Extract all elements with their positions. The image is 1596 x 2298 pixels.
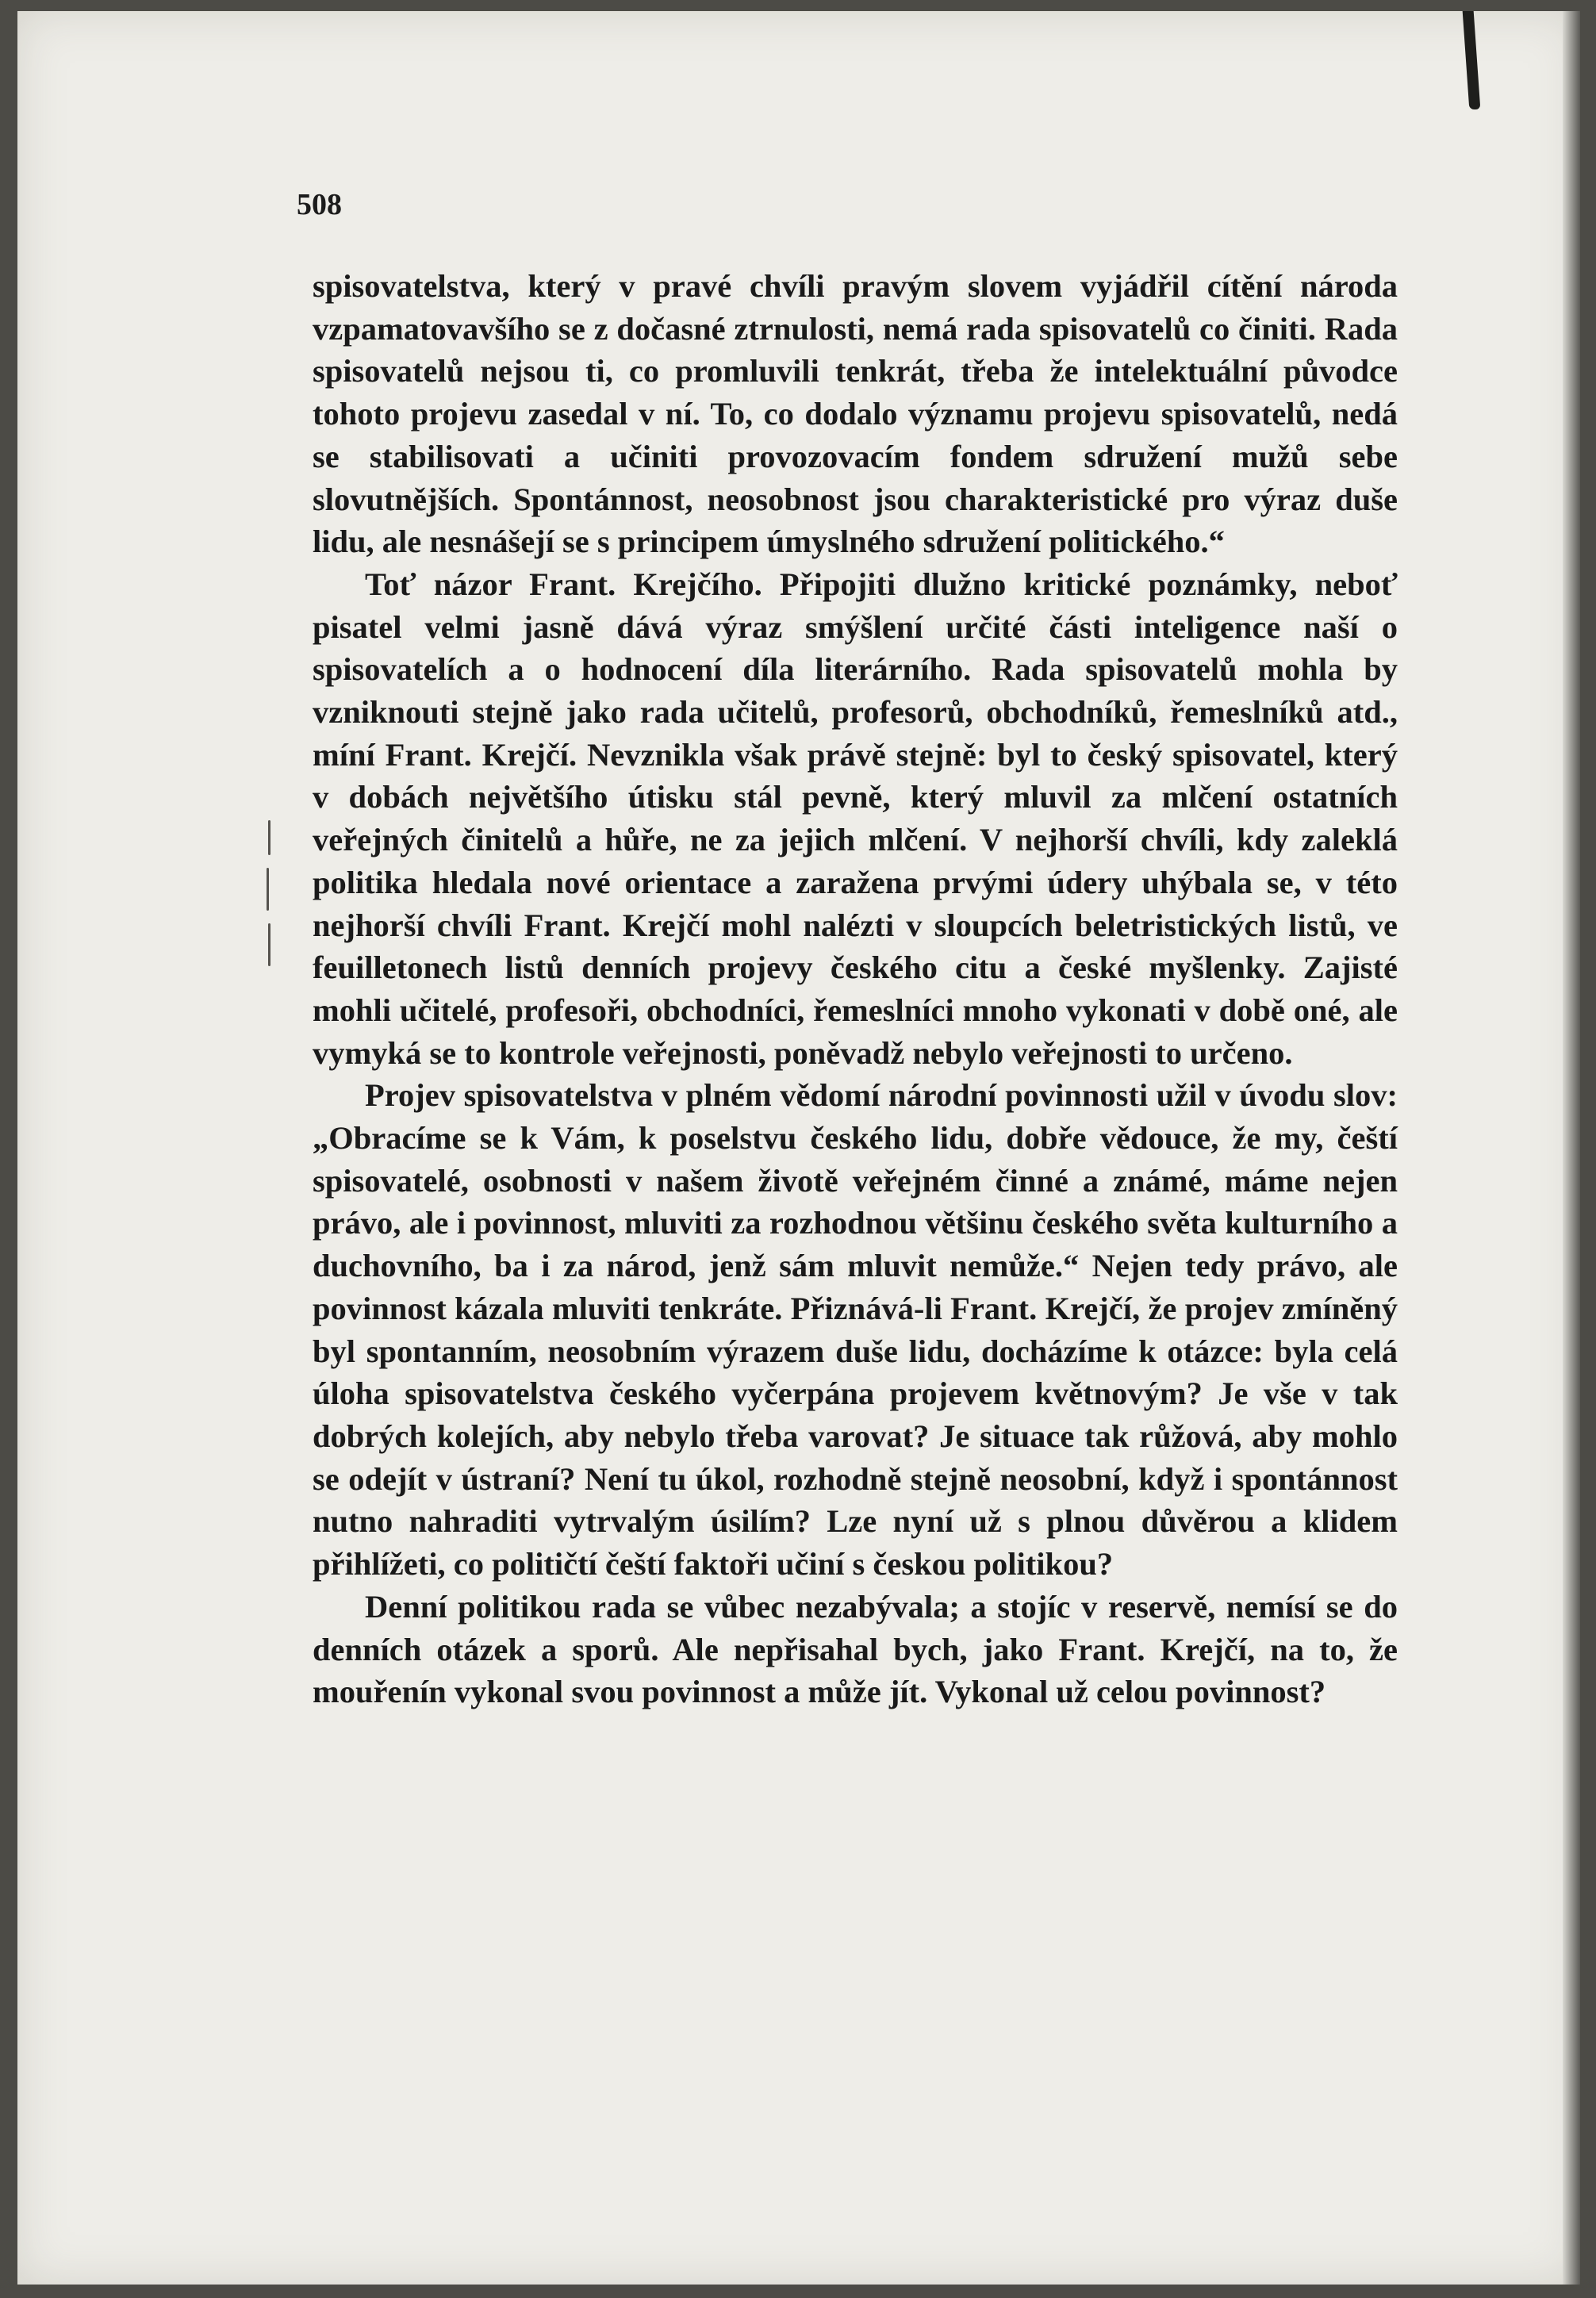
document-page	[17, 11, 1580, 2285]
page-number: 508	[297, 188, 342, 221]
margin-pencil-mark	[267, 868, 269, 911]
paragraph: Toť názor Frant. Krejčího. Připojiti dlužno kritické poznámky, neboť pisatel velmi jasně dává výraz smýšlení určité části inteligence naší o spisovatelích a o hodnocení díla literárního. Rada spisovatelů mohla by vzniknouti stejně jako rada učitelů, profesorů, obchodníků, řemeslníků atd., míní Frant. Krejčí. Nevznikla však právě stejně: byl to český spisovatel, který v dobách největšího útisku stál pevně, který mluvil za mlčení ostatních veřejných činitelů a hůře, ne za jejich mlčení. V nejhorší chvíli, kdy zaleklá politika hledala nové orientace a zaražena prvými údery uhýbala se, v této nejhorší chvíli Frant. Krejčí mohl nalézti v sloupcích beletristických listů, ve feuilletonech listů denních projevy českého citu a české myšlenky. Zajisté mohli učitelé, profesoři, obchodníci, řemeslníci mnoho vykonati v době oné, ale vymyká se to kontrole veřejnosti, poněvadž nebylo veřejnosti to určeno.	[313, 566, 1398, 1071]
margin-pencil-mark	[268, 923, 270, 966]
paragraph: Projev spisovatelstva v plném vědomí národní povinnosti užil v úvodu slov: „Obracíme se k Vám, k poselstvu českého lidu, dobře vědouce, že my, čeští spisovatelé, osobnosti v našem životě veřejném činné a známé, máme nejen právo, ale i povinnost, mluviti za rozhodnou většinu českého světa kulturního a duchovního, ba i za národ, jenž sám mluvit nemůže.“ Nejen tedy právo, ale povinnost kázala mluviti tenkráte. Přiznává-li Frant. Krejčí, že projev zmíněný byl spontanním, neosobním výrazem duše lidu, docházíme k otázce: byla celá úloha spisovatelstva českého vyčerpána projevem květnovým? Je vše v tak dobrých kolejích, aby nebylo třeba varovat? Je situace tak růžová, aby mohlo se odejít v ústraní? Není tu úkol, rozhodně stejně neosobní, když i spontánnost nutno nahraditi vytrvalým úsilím? Lze nyní už s plnou důvěrou a klidem přihlížeti, co političtí čeští faktoři učiní s českou politikou?	[313, 1077, 1398, 1583]
paragraph: Denní politikou rada se vůbec nezabývala; a stojíc v reservě, nemísí se do denních otázek a sporů. Ale nepřisahal bych, jako Frant. Krejčí, na to, že mouřenín vykonal svou povinnost a může jít. Vykonal už celou povinnost?	[313, 1588, 1398, 1710]
page-corner-mark	[1463, 11, 1481, 109]
page-right-edge-shadow	[1563, 11, 1580, 2285]
article-body	[313, 265, 1398, 1713]
margin-pencil-mark	[268, 820, 270, 855]
paragraph: spisovatelstva, který v pravé chvíli pravým slovem vyjádřil cítění národa vzpamatovavšího se z dočasné ztrnulosti, nemá rada spisovatelů co činiti. Rada spisovatelů nejsou ti, co promluvili tenkrát, třeba že intelektuální původce tohoto projevu zasedal v ní. To, co dodalo významu projevu spisovatelů, nedá se stabilisovati a učiniti provozovacím fondem sdružení mužů sebe slovutnějších. Spontánnost, neosobnost jsou charakteristické pro výraz duše lidu, ale nesnášejí se s principem úmyslného sdružení politického.“	[313, 268, 1398, 560]
